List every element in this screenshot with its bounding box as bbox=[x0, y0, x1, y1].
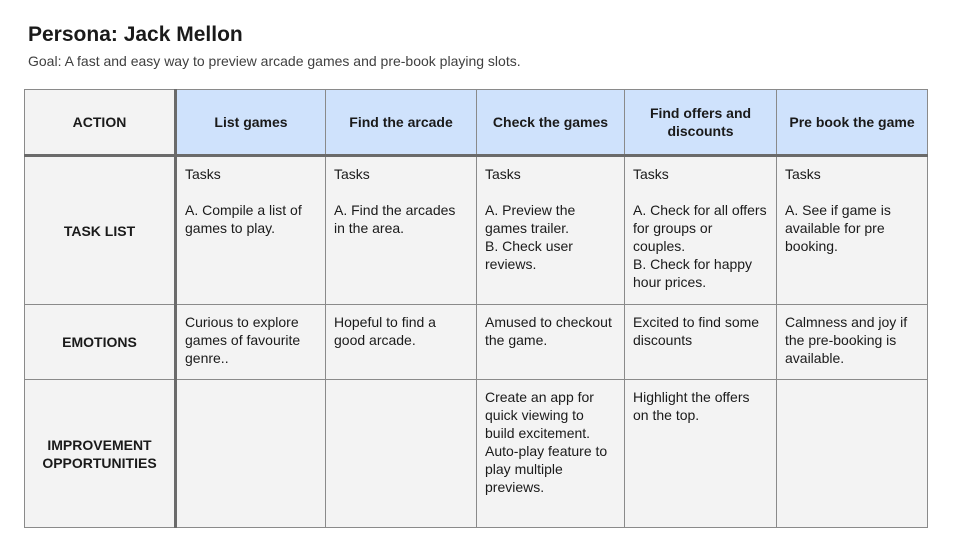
emotion-text: Hopeful to find a good arcade. bbox=[334, 314, 436, 348]
task-cell bbox=[326, 156, 477, 305]
improvement-cell bbox=[477, 380, 625, 528]
task-list-label: TASK LIST bbox=[63, 222, 136, 239]
improvement-text: Highlight the offers on the top. bbox=[633, 389, 750, 423]
task-list-row bbox=[25, 156, 928, 305]
emotion-cell bbox=[326, 305, 477, 380]
tasks-heading: Tasks bbox=[334, 166, 370, 182]
task-item: A. See if game is available for pre booking. bbox=[785, 202, 891, 254]
emotion-cell bbox=[477, 305, 625, 380]
improvement-cell bbox=[625, 380, 777, 528]
emotion-cell bbox=[777, 305, 928, 380]
emotion-text: Curious to explore games of favourite genre.. bbox=[185, 314, 301, 366]
emotion-text: Amused to checkout the game. bbox=[485, 314, 612, 348]
emotion-text: Calmness and joy if the pre-booking is available. bbox=[785, 314, 908, 366]
action-header-cell bbox=[25, 90, 176, 156]
emotion-cell bbox=[176, 305, 326, 380]
task-cell bbox=[176, 156, 326, 305]
improvement-cell bbox=[777, 380, 928, 528]
tasks-heading: Tasks bbox=[185, 166, 221, 182]
tasks-heading: Tasks bbox=[485, 166, 521, 182]
stage-header bbox=[625, 90, 777, 156]
improvement-cell bbox=[326, 380, 477, 528]
task-cell bbox=[477, 156, 625, 305]
task-list-label-cell bbox=[25, 156, 176, 305]
stage-name: Find the arcade bbox=[349, 114, 453, 130]
task-cell bbox=[777, 156, 928, 305]
emotions-label: EMOTIONS bbox=[62, 334, 137, 350]
stage-name: Check the games bbox=[492, 114, 609, 130]
improvement-label: IMPROVEMENT bbox=[47, 436, 152, 453]
stage-name: Pre book the game bbox=[789, 114, 915, 130]
journey-map-table bbox=[24, 89, 928, 528]
emotions-label-cell bbox=[25, 305, 176, 380]
improvement-text: Create an app for quick viewing to build excitement. Auto-play feature to play multiple previews. bbox=[485, 389, 608, 495]
task-item: B. Check user reviews. bbox=[485, 238, 573, 272]
emotion-text: Excited to find some discounts bbox=[633, 314, 760, 348]
emotions-row bbox=[25, 305, 928, 380]
task-item: A. Compile a list of games to play. bbox=[185, 202, 302, 236]
task-item: A. Find the arcades in the area. bbox=[334, 202, 456, 236]
stage-header-row bbox=[25, 90, 928, 156]
opportunities-label: OPPORTUNITIES bbox=[42, 454, 157, 471]
task-item: B. Check for happy hour prices. bbox=[633, 256, 753, 290]
stage-name: Find offers and discounts bbox=[649, 105, 752, 139]
action-label: ACTION bbox=[72, 114, 127, 130]
improvement-label-cell bbox=[25, 380, 176, 528]
tasks-heading: Tasks bbox=[633, 166, 669, 182]
emotion-cell bbox=[625, 305, 777, 380]
tasks-heading: Tasks bbox=[785, 166, 821, 182]
improvement-cell bbox=[176, 380, 326, 528]
stage-header bbox=[176, 90, 326, 156]
improvement-row bbox=[25, 380, 928, 528]
task-item: A. Preview the games trailer. bbox=[485, 202, 576, 236]
stage-header bbox=[777, 90, 928, 156]
stage-name: List games bbox=[214, 114, 288, 130]
stage-header bbox=[477, 90, 625, 156]
task-item: A. Check for all offers for groups or couples. bbox=[633, 202, 767, 254]
task-cell bbox=[625, 156, 777, 305]
stage-header bbox=[326, 90, 477, 156]
persona-goal: Goal: A fast and easy way to preview arcade games and pre-book playing slots. bbox=[28, 53, 521, 69]
persona-title: Persona: Jack Mellon bbox=[28, 23, 243, 46]
